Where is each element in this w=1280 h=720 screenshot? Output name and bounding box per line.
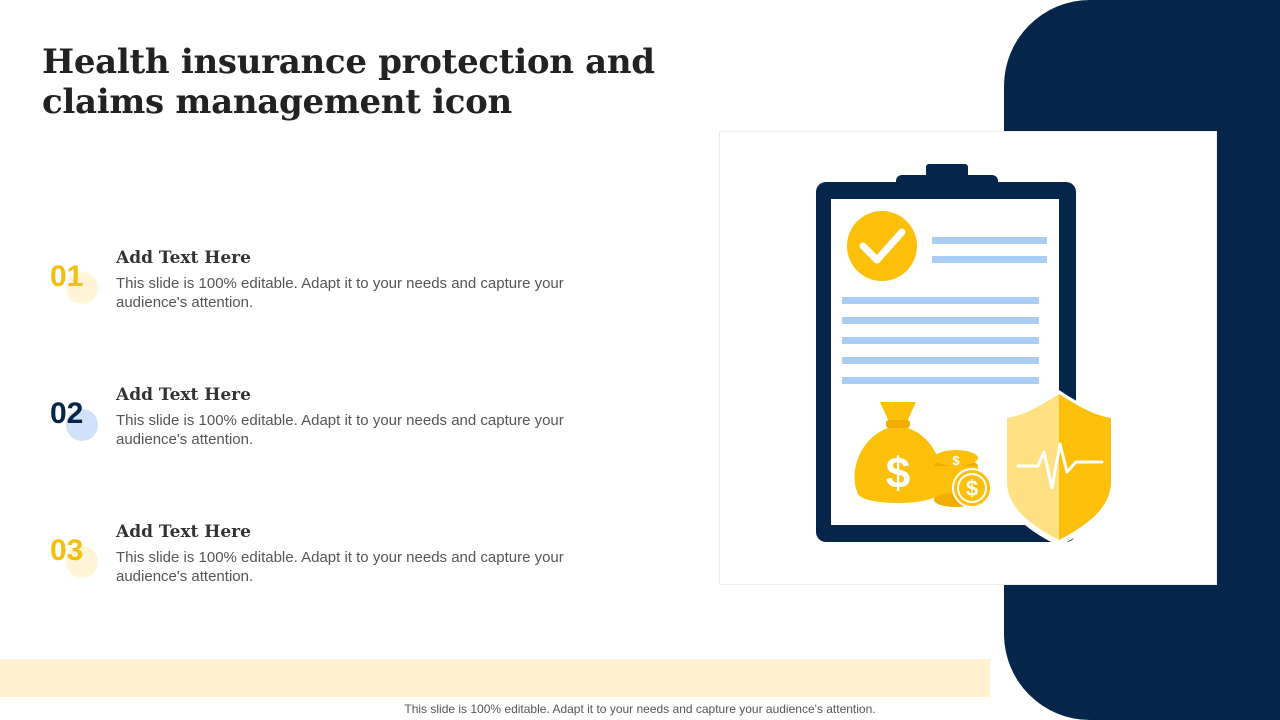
item-description: This slide is 100% editable. Adapt it to your needs and capture your audience's attention. (116, 275, 564, 311)
item-number-badge (48, 530, 108, 590)
list-item-1 (48, 248, 608, 328)
item-heading: Add Text Here (116, 248, 251, 268)
svg-text:$: $ (965, 476, 979, 501)
item-description: This slide is 100% editable. Adapt it to your needs and capture your audience's attention. (116, 412, 564, 448)
svg-text:$: $ (885, 449, 911, 498)
insurance-illustration (720, 132, 1218, 586)
svg-text:$: $ (952, 453, 960, 468)
page-title: Health insurance protection and claims management icon (42, 42, 655, 122)
footer-note: This slide is 100% editable. Adapt it to your needs and capture your audience's attention. (404, 702, 876, 716)
item-number: 02 (50, 397, 84, 430)
list-item-3 (48, 522, 608, 602)
item-number: 03 (50, 534, 84, 567)
bottom-accent-band (0, 659, 990, 697)
item-description: This slide is 100% editable. Adapt it to your needs and capture your audience's attention. (116, 549, 564, 585)
item-heading: Add Text Here (116, 385, 251, 405)
item-number: 01 (50, 260, 84, 293)
item-number-badge (48, 256, 108, 316)
checkmark-icon (847, 211, 917, 281)
item-number-badge (48, 393, 108, 453)
item-heading: Add Text Here (116, 522, 251, 542)
list-item-2 (48, 385, 608, 465)
illustration-card (719, 131, 1217, 585)
